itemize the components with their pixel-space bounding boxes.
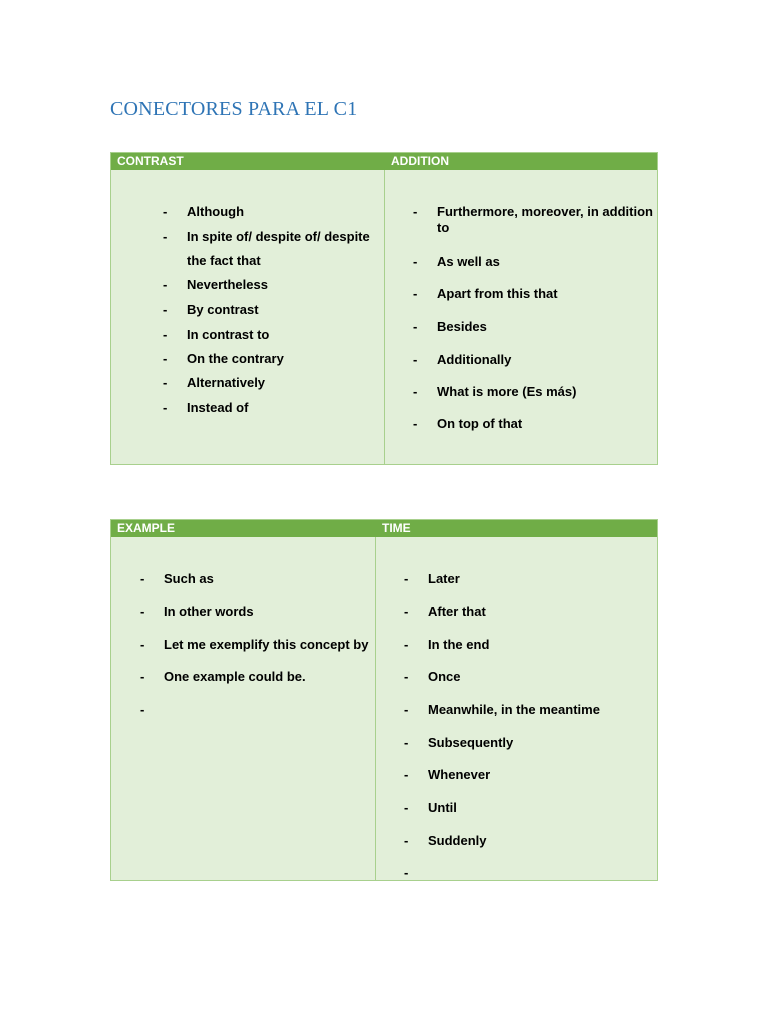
list-item: Nevertheless bbox=[187, 277, 268, 292]
list-dash: - bbox=[404, 767, 409, 782]
list-dash: - bbox=[404, 833, 409, 848]
list-dash: - bbox=[140, 702, 145, 717]
list-dash: - bbox=[413, 352, 418, 367]
example-time-table bbox=[110, 519, 658, 881]
list-dash: - bbox=[140, 571, 145, 586]
list-dash: - bbox=[404, 865, 409, 880]
column-divider bbox=[384, 170, 385, 464]
list-dash: - bbox=[163, 351, 168, 366]
list-dash: - bbox=[413, 204, 418, 219]
list-item-continuation: to bbox=[437, 220, 450, 235]
list-item: Besides bbox=[437, 319, 487, 334]
table-header bbox=[111, 520, 657, 537]
list-dash: - bbox=[163, 277, 168, 292]
list-item: As well as bbox=[437, 254, 500, 269]
list-item: By contrast bbox=[187, 302, 259, 317]
list-dash: - bbox=[413, 286, 418, 301]
list-item: Instead of bbox=[187, 400, 249, 415]
list-dash: - bbox=[404, 637, 409, 652]
list-dash: - bbox=[140, 637, 145, 652]
list-dash: - bbox=[404, 800, 409, 815]
header-contrast: CONTRAST bbox=[117, 154, 184, 168]
list-item: On the contrary bbox=[187, 351, 284, 366]
list-item: Such as bbox=[164, 571, 214, 586]
list-item: On top of that bbox=[437, 416, 523, 431]
document-title: CONECTORES PARA EL C1 bbox=[110, 98, 358, 120]
list-item-continuation: the fact that bbox=[187, 253, 261, 268]
column-divider bbox=[375, 537, 376, 880]
list-item: Additionally bbox=[437, 352, 512, 367]
list-item: In the end bbox=[428, 637, 490, 652]
list-item: Subsequently bbox=[428, 735, 514, 750]
list-item: After that bbox=[428, 604, 486, 619]
list-dash: - bbox=[413, 319, 418, 334]
list-item: Once bbox=[428, 669, 461, 684]
header-addition: ADDITION bbox=[391, 154, 449, 168]
list-dash: - bbox=[404, 669, 409, 684]
list-item: In contrast to bbox=[187, 327, 270, 342]
list-dash: - bbox=[404, 571, 409, 586]
list-item: Meanwhile, in the meantime bbox=[428, 702, 600, 717]
table-header bbox=[111, 153, 657, 170]
list-dash: - bbox=[404, 735, 409, 750]
list-dash: - bbox=[163, 375, 168, 390]
header-example: EXAMPLE bbox=[117, 521, 176, 535]
list-dash: - bbox=[413, 254, 418, 269]
list-item: Until bbox=[428, 800, 457, 815]
list-dash: - bbox=[163, 302, 168, 317]
list-item: One example could be. bbox=[164, 669, 306, 684]
list-item: Although bbox=[187, 204, 245, 219]
list-dash: - bbox=[163, 400, 168, 415]
header-time: TIME bbox=[382, 521, 411, 535]
list-dash: - bbox=[404, 702, 409, 717]
list-dash: - bbox=[140, 669, 145, 684]
list-item: Whenever bbox=[428, 767, 491, 782]
contrast-addition-table bbox=[110, 152, 658, 465]
list-dash: - bbox=[140, 604, 145, 619]
list-item: Apart from this that bbox=[437, 286, 558, 301]
list-dash: - bbox=[413, 384, 418, 399]
list-item: Alternatively bbox=[187, 375, 266, 390]
list-dash: - bbox=[413, 416, 418, 431]
list-dash: - bbox=[163, 229, 168, 244]
list-dash: - bbox=[163, 204, 168, 219]
list-item: What is more (Es más) bbox=[437, 384, 577, 399]
list-dash: - bbox=[163, 327, 168, 342]
list-dash: - bbox=[404, 604, 409, 619]
list-item: Let me exemplify this concept by bbox=[164, 637, 369, 652]
list-item: Later bbox=[428, 571, 460, 586]
list-item: Suddenly bbox=[428, 833, 487, 848]
list-item: In spite of/ despite of/ despite bbox=[187, 229, 370, 244]
list-item: In other words bbox=[164, 604, 254, 619]
list-item: Furthermore, moreover, in addition bbox=[437, 204, 653, 219]
